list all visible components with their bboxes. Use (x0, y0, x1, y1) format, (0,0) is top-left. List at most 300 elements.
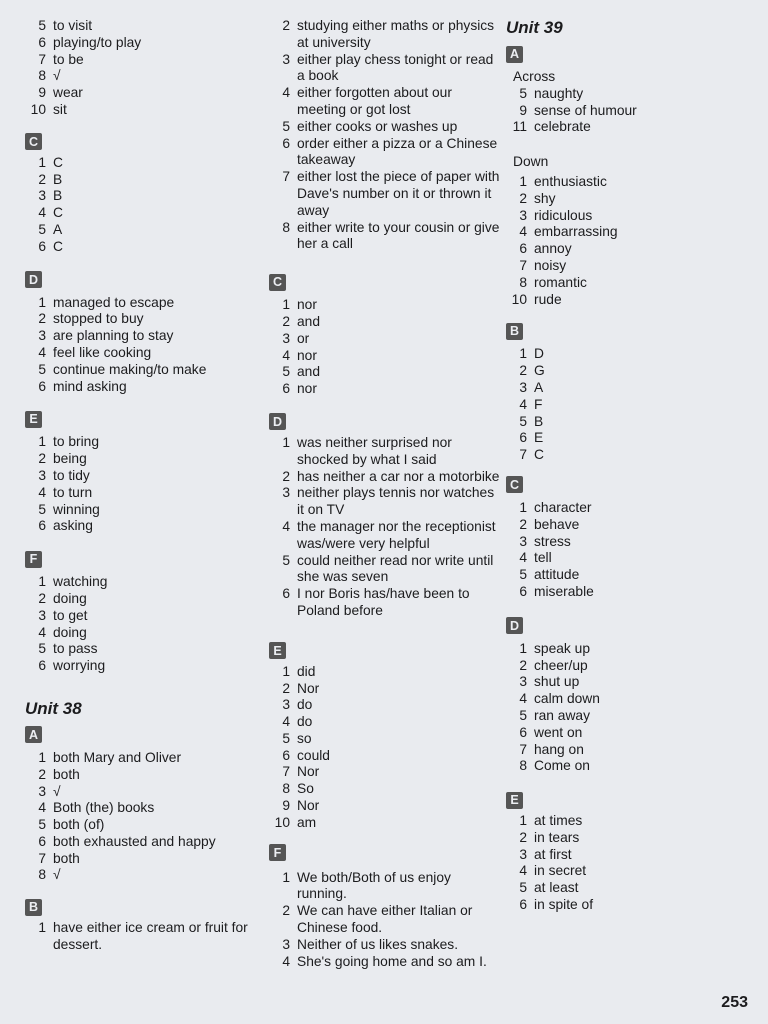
answer-text: embarrassing (534, 224, 618, 240)
answer-item (505, 380, 745, 397)
answer-text: Neither of us likes snakes. (297, 936, 459, 952)
answer-item (24, 485, 256, 502)
answer-number: 1 (38, 749, 46, 765)
answer-text: to pass (53, 641, 98, 657)
answer-item (24, 68, 256, 85)
answer-list (505, 346, 745, 464)
section-c-badge: C (506, 476, 523, 493)
answer-number: 1 (282, 297, 290, 313)
answer-text: to tidy (53, 467, 90, 483)
answer-number: 8 (282, 781, 290, 797)
answer-text: both (53, 850, 80, 866)
answer-item (505, 292, 745, 309)
answer-text: playing/to play (53, 34, 142, 50)
answer-number: 4 (519, 550, 527, 566)
answer-item (268, 798, 500, 815)
answer-number: 8 (38, 867, 46, 883)
answer-number: 7 (519, 257, 527, 273)
answer-number: 2 (282, 313, 290, 329)
answer-text: so (297, 730, 312, 746)
column-left (24, 18, 256, 954)
answer-text: √ (53, 783, 61, 799)
answer-item (268, 169, 500, 219)
answer-text: romantic (534, 274, 587, 290)
answer-number: 2 (282, 468, 290, 484)
answer-text: either play chess tonight or read a book (297, 51, 494, 84)
answer-item (268, 937, 500, 954)
answer-item (24, 641, 256, 658)
answer-number: 3 (519, 674, 527, 690)
answer-text: B (53, 171, 63, 187)
answer-item (24, 920, 256, 954)
section-b-badge: B (506, 323, 523, 340)
answer-text: speak up (534, 640, 590, 656)
answer-number: 5 (38, 501, 46, 517)
answer-number: 1 (519, 813, 527, 829)
answer-text: to visit (53, 18, 93, 33)
answer-number: 6 (38, 518, 46, 534)
answer-list (505, 500, 745, 601)
answer-item (268, 435, 500, 469)
answer-number: 5 (38, 221, 46, 237)
section-f-badge: F (269, 844, 286, 861)
answer-item (505, 500, 745, 517)
answer-text: tell (534, 550, 552, 566)
answer-item (505, 517, 745, 534)
answer-text: C (534, 447, 544, 463)
answer-text: √ (53, 867, 61, 883)
answer-item (24, 834, 256, 851)
answer-text: stopped to buy (53, 311, 144, 327)
answer-text: or (297, 330, 310, 346)
answer-item (505, 363, 745, 380)
answer-item (505, 224, 745, 241)
answer-item (505, 674, 745, 691)
answer-item (24, 345, 256, 362)
answer-item (24, 658, 256, 675)
answer-item (268, 220, 500, 254)
answer-list (268, 18, 500, 253)
answer-text: nor (297, 381, 317, 397)
answer-text: C (53, 238, 63, 254)
answer-text: either write to your cousin or give her a call (297, 219, 500, 252)
answer-item (505, 897, 745, 914)
answer-item (268, 364, 500, 381)
answer-number: 9 (282, 798, 290, 814)
answer-item (268, 781, 500, 798)
answer-number: 4 (38, 624, 46, 640)
answer-text: order either a pizza or a Chinese takeaway (297, 135, 498, 168)
section-d-badge: D (25, 271, 42, 288)
section-f-badge: F (25, 551, 42, 568)
answer-item (268, 731, 500, 748)
answer-text: being (53, 451, 87, 467)
unit-38-title: Unit 38 (25, 698, 82, 718)
answer-item (24, 625, 256, 642)
answer-item (24, 295, 256, 312)
answer-text: at times (534, 813, 583, 829)
answer-item (268, 748, 500, 765)
answer-item (268, 954, 500, 971)
answer-text: neither plays tennis nor watches it on TV (297, 485, 495, 518)
answer-text: wear (53, 85, 83, 101)
answer-number: 4 (282, 953, 290, 969)
answer-number: 3 (519, 379, 527, 395)
answer-number: 11 (512, 119, 527, 135)
answer-text: We both/Both of us enjoy running. (297, 869, 451, 902)
answer-list (268, 870, 500, 971)
answer-text: both (of) (53, 817, 105, 833)
answer-item (268, 314, 500, 331)
answer-item (24, 102, 256, 119)
answer-item (505, 447, 745, 464)
answer-item (268, 586, 500, 620)
answer-number: 6 (38, 833, 46, 849)
column-right (505, 18, 745, 914)
answer-item (505, 813, 745, 830)
answer-text: Nor (297, 764, 320, 780)
answer-item (505, 725, 745, 742)
answer-text: feel like cooking (53, 344, 152, 360)
answer-item (24, 205, 256, 222)
answer-text: the manager nor the receptionist was/were very helpful (297, 518, 496, 551)
answer-item (268, 52, 500, 86)
answer-text: hang on (534, 741, 584, 757)
answer-number: 5 (282, 118, 290, 134)
answer-number: 4 (282, 347, 290, 363)
answer-number: 2 (38, 451, 46, 467)
unit-39-title: Unit 39 (506, 18, 563, 37)
answer-number: 6 (282, 586, 290, 602)
answer-item (505, 119, 745, 136)
answer-text: to turn (53, 484, 93, 500)
across-heading: Across (513, 69, 556, 84)
answer-number: 1 (519, 346, 527, 362)
answer-text: ran away (534, 707, 590, 723)
answer-text: could neither read nor write until she was seven (297, 552, 494, 585)
answer-text: attitude (534, 567, 580, 583)
answer-item (505, 691, 745, 708)
answer-item (505, 414, 745, 431)
answer-text: annoy (534, 241, 572, 257)
answer-number: 2 (38, 590, 46, 606)
answer-number: 8 (519, 758, 527, 774)
answer-text: shy (534, 190, 556, 206)
answer-item (505, 847, 745, 864)
answer-text: noisy (534, 257, 567, 273)
down-heading: Down (513, 154, 549, 170)
answer-number: 2 (282, 680, 290, 696)
answer-item (505, 550, 745, 567)
answer-text: managed to escape (53, 294, 175, 310)
answer-item (268, 381, 500, 398)
answer-text: C (53, 205, 63, 221)
answer-number: 7 (519, 447, 527, 463)
answer-number: 2 (282, 903, 290, 919)
answer-number: 6 (38, 378, 46, 394)
answer-text: Nor (297, 680, 320, 696)
answer-number: 5 (38, 18, 46, 33)
answer-number: 10 (30, 101, 46, 117)
answer-item (505, 430, 745, 447)
answer-item (268, 664, 500, 681)
answer-list (505, 86, 745, 136)
answer-item (24, 518, 256, 535)
answer-item (505, 86, 745, 103)
answer-text: We can have either Italian or Chinese food. (297, 903, 473, 936)
answer-number: 10 (274, 814, 290, 830)
answer-item (24, 379, 256, 396)
answer-number: 3 (38, 783, 46, 799)
answer-item (24, 35, 256, 52)
answer-text: miserable (534, 583, 594, 599)
answer-number: 6 (282, 135, 290, 151)
section-c-badge: C (25, 133, 42, 150)
answer-number: 5 (519, 707, 527, 723)
answer-number: 4 (38, 484, 46, 500)
answer-text: worrying (53, 658, 106, 674)
answer-number: 1 (38, 434, 46, 450)
answer-text: sit (53, 101, 67, 117)
answer-item (505, 641, 745, 658)
answer-item (24, 85, 256, 102)
answer-text: did (297, 663, 316, 679)
answer-list (24, 750, 256, 884)
answer-number: 1 (282, 434, 290, 450)
answer-text: both exhausted and happy (53, 833, 216, 849)
answer-text: √ (53, 68, 61, 84)
answer-item (24, 52, 256, 69)
answer-number: 8 (38, 68, 46, 84)
answer-number: 5 (519, 413, 527, 429)
answer-text: C (53, 154, 63, 170)
answer-item (24, 767, 256, 784)
answer-text: in secret (534, 863, 587, 879)
answer-number: 1 (282, 869, 290, 885)
answer-number: 3 (282, 485, 290, 501)
answer-item (268, 85, 500, 119)
answer-number: 6 (519, 241, 527, 257)
answer-item (505, 584, 745, 601)
answer-number: 4 (282, 518, 290, 534)
answer-number: 1 (38, 154, 46, 170)
answer-list (505, 174, 745, 308)
answer-number: 1 (38, 920, 46, 936)
answer-number: 2 (282, 18, 290, 33)
answer-number: 2 (519, 829, 527, 845)
answer-item (24, 574, 256, 591)
answer-number: 3 (519, 207, 527, 223)
answer-item (505, 103, 745, 120)
answer-item (24, 188, 256, 205)
answer-text: in spite of (534, 897, 594, 913)
answer-text: naughty (534, 85, 584, 101)
answer-number: 4 (519, 691, 527, 707)
answer-item (505, 534, 745, 551)
answer-number: 5 (38, 817, 46, 833)
answer-text: asking (53, 518, 93, 534)
answer-text: nor (297, 347, 317, 363)
answer-text: cheer/up (534, 657, 588, 673)
answer-number: 4 (38, 800, 46, 816)
answer-number: 4 (38, 205, 46, 221)
answer-text: either lost the piece of paper with Dave's number on it or thrown it away (297, 169, 500, 218)
answer-number: 2 (519, 657, 527, 673)
answer-number: 2 (519, 190, 527, 206)
answer-number: 7 (282, 764, 290, 780)
answer-number: 5 (38, 641, 46, 657)
answer-list (24, 434, 256, 535)
answer-text: Come on (534, 758, 590, 774)
answer-number: 1 (519, 640, 527, 656)
answer-number: 9 (519, 102, 527, 118)
answer-text: am (297, 814, 317, 830)
answer-item (268, 485, 500, 519)
answer-number: 1 (519, 499, 527, 515)
answer-item (24, 172, 256, 189)
answer-number: 4 (519, 224, 527, 240)
answer-number: 6 (519, 724, 527, 740)
answer-number: 1 (282, 663, 290, 679)
answer-number: 3 (38, 467, 46, 483)
answer-item (24, 502, 256, 519)
answer-text: mind asking (53, 378, 127, 394)
answer-text: doing (53, 624, 87, 640)
answer-item (24, 817, 256, 834)
answer-item (24, 155, 256, 172)
answer-list (505, 813, 745, 914)
answer-list (24, 574, 256, 675)
answer-item (24, 222, 256, 239)
answer-text: watching (53, 574, 108, 590)
page-number: 253 (721, 994, 748, 1011)
answer-text: A (53, 221, 63, 237)
answer-text: doing (53, 590, 87, 606)
answer-text: celebrate (534, 119, 591, 135)
answer-number: 4 (282, 714, 290, 730)
section-a-badge: A (25, 726, 42, 743)
answer-text: calm down (534, 691, 600, 707)
answer-text: at first (534, 846, 572, 862)
answer-item (268, 519, 500, 553)
answer-text: shut up (534, 674, 580, 690)
section-e-badge: E (506, 792, 523, 809)
answer-text: nor (297, 297, 317, 313)
answer-item (505, 258, 745, 275)
answer-number: 3 (519, 846, 527, 862)
answer-number: 1 (38, 294, 46, 310)
answer-number: 6 (519, 583, 527, 599)
answer-text: I nor Boris has/have been to Poland before (297, 586, 470, 618)
answer-list (24, 295, 256, 396)
answer-item (24, 311, 256, 328)
answer-number: 5 (38, 361, 46, 377)
section-e-badge: E (269, 642, 286, 659)
answer-item (505, 346, 745, 363)
answer-text: B (53, 188, 63, 204)
section-b-badge: B (25, 899, 42, 916)
answer-number: 3 (38, 188, 46, 204)
answer-number: 3 (282, 936, 290, 952)
answer-number: 8 (519, 274, 527, 290)
answer-list (268, 664, 500, 832)
answer-item (505, 830, 745, 847)
answer-text: both Mary and Oliver (53, 749, 182, 765)
answer-item (268, 681, 500, 698)
answer-number: 7 (519, 741, 527, 757)
answer-text: B (534, 413, 544, 429)
answer-item (24, 750, 256, 767)
answer-item (268, 903, 500, 937)
answer-item (268, 553, 500, 587)
answer-number: 6 (519, 897, 527, 913)
answer-text: behave (534, 516, 580, 532)
answer-text: sense of humour (534, 102, 637, 118)
answer-item (24, 784, 256, 801)
answer-text: either cooks or washes up (297, 118, 458, 134)
section-d-badge: D (506, 617, 523, 634)
answer-item (268, 297, 500, 314)
answer-number: 4 (282, 85, 290, 101)
answer-item (505, 708, 745, 725)
answer-text: to be (53, 51, 84, 67)
answer-text: Both (the) books (53, 800, 155, 816)
answer-item (24, 239, 256, 256)
answer-text: have either ice cream or fruit for dessert. (53, 920, 248, 953)
answer-item (505, 397, 745, 414)
answer-item (505, 880, 745, 897)
answer-item (268, 18, 500, 52)
answer-item (505, 275, 745, 292)
answer-text: went on (534, 724, 583, 740)
answer-number: 6 (38, 34, 46, 50)
answer-text: A (534, 379, 544, 395)
answer-number: 5 (519, 880, 527, 896)
answer-number: 4 (38, 344, 46, 360)
answer-number: 2 (38, 311, 46, 327)
answer-number: 5 (282, 552, 290, 568)
answer-list (24, 920, 256, 954)
answer-text: So (297, 781, 314, 797)
answer-item (24, 362, 256, 379)
answer-item (268, 870, 500, 904)
answer-item (268, 348, 500, 365)
answer-text: studying either maths or physics at university (297, 18, 495, 50)
answer-text: at least (534, 880, 579, 896)
column-middle (268, 18, 500, 970)
answer-number: 6 (38, 658, 46, 674)
answer-text: either forgotten about our meeting or got lost (297, 85, 452, 117)
answer-text: D (534, 346, 544, 362)
answer-item (505, 742, 745, 759)
answer-item (268, 136, 500, 170)
answer-item (268, 119, 500, 136)
answer-number: 5 (282, 730, 290, 746)
answer-item (24, 800, 256, 817)
answer-text: She's going home and so am I. (297, 953, 487, 969)
answer-text: rude (534, 291, 562, 307)
section-c-badge: C (269, 274, 286, 291)
answer-number: 6 (282, 381, 290, 397)
answer-item (268, 714, 500, 731)
answer-number: 8 (282, 219, 290, 235)
answer-item (505, 863, 745, 880)
answer-list (268, 297, 500, 398)
answer-item (268, 331, 500, 348)
answer-item (505, 567, 745, 584)
answer-text: winning (53, 501, 100, 517)
answer-item (268, 815, 500, 832)
